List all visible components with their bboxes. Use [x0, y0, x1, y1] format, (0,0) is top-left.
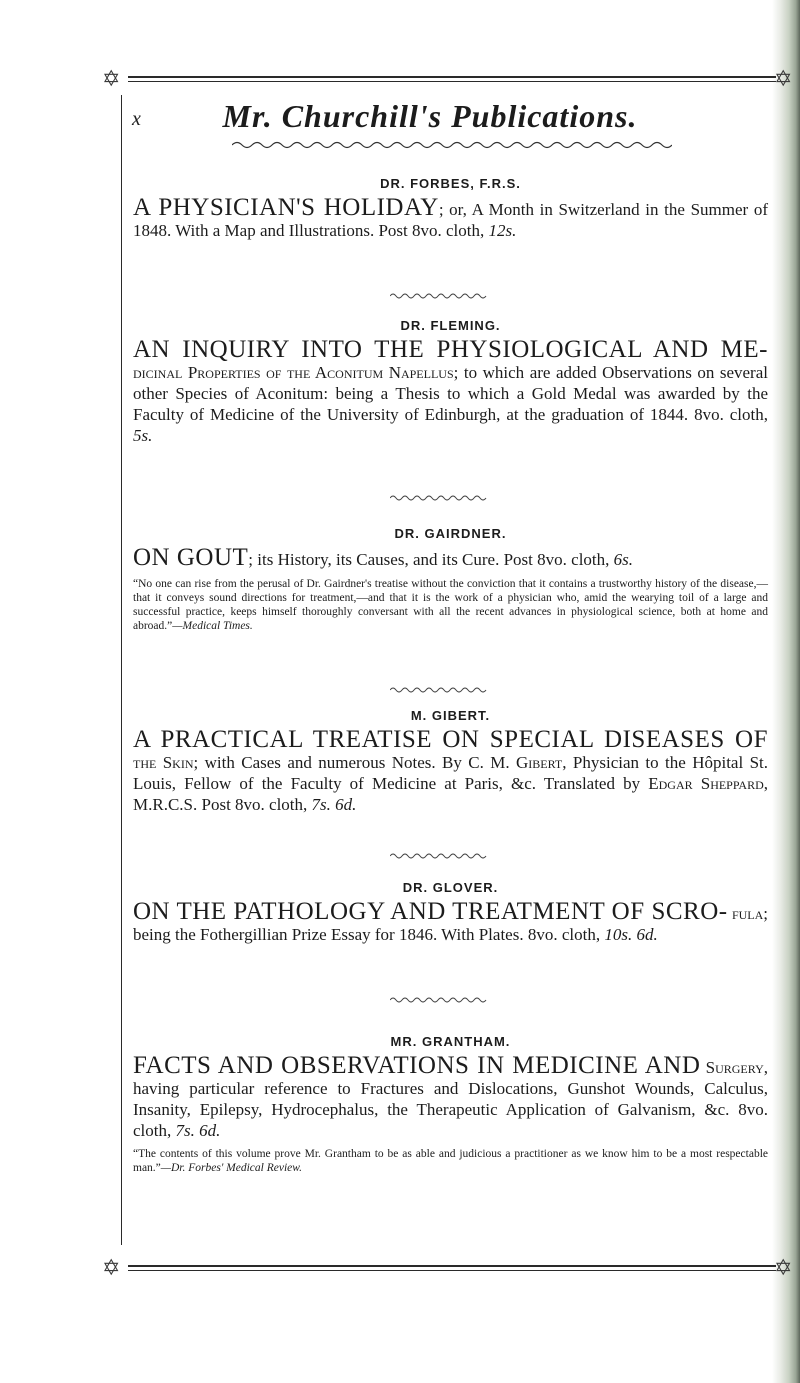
quote-text: “No one can rise from the perusal of Dr. Gairdner's treatise without the conviction that it contains a trustworthy history of the disease,—that it conveys sound directions for treatment,—and that it is the work of a physician who, amid the wearying toil of a large and successful practice, keeps himself thoroughly conversant with all the recent advances in physiological science, both at home and abroad.”	[133, 578, 768, 632]
entry-body-end: , M.R.C.S. Post 8vo. cloth,	[133, 774, 769, 814]
entry-author: DR. FORBES, F.R.S.	[380, 176, 521, 191]
entry-glover	[133, 880, 768, 945]
entry-title: A PHYSICIAN'S HOLIDAY	[133, 194, 439, 221]
entry-author: DR. GLOVER.	[402, 880, 499, 895]
entry-body: ; its History, its Causes, and its Cure. Post 8vo. cloth,	[248, 550, 610, 569]
ornament-bottom-left-icon: ✡	[102, 1255, 121, 1280]
ornament-top-right-icon: ✡	[774, 66, 793, 91]
entry-body: ; to which are added Observations on several other Species of Aconitum: being a Thesis to which a Gold Medal was awarded by the Faculty of Medicine of the University of Edinburgh, at the graduation of 1844. 8vo. cloth,	[133, 363, 768, 424]
top-rule	[128, 76, 776, 78]
entry-title-continued: the Skin	[133, 753, 194, 772]
separator-icon	[390, 494, 490, 502]
entry-price: 12s.	[488, 221, 517, 240]
entry-text	[133, 898, 769, 945]
entry-text	[133, 194, 769, 241]
entry-title: FACTS AND OBSERVATIONS IN MEDICINE AND	[133, 1052, 701, 1079]
entry-title: ON THE PATHOLOGY AND TREATMENT OF SCRO-	[133, 898, 728, 925]
entry-title-continued: Surgery	[705, 1058, 764, 1077]
entry-author: M. GIBERT.	[410, 708, 491, 723]
wavy-rule-icon	[232, 140, 672, 150]
entry-title-continued: dicinal Properties of the Aconitum Napellus	[133, 363, 454, 382]
translator-name: Edgar Sheppard	[648, 774, 764, 793]
entry-price: 5s.	[133, 426, 153, 445]
quote-text: “The contents of this volume prove Mr. Grantham to be as able and judicious a practitioner as we know him to be a most respectable man.”	[133, 1148, 768, 1174]
entry-price: 10s. 6d.	[604, 925, 658, 944]
bottom-rule	[128, 1265, 776, 1267]
entry-body-continued: , Physician to the Hôpital St. Louis, Fellow of the Faculty of Medicine at Paris, &c. Translated by	[133, 753, 769, 793]
entry-price: 7s. 6d.	[175, 1121, 221, 1140]
review-quote	[133, 1147, 768, 1175]
entry-fleming	[133, 318, 768, 446]
entry-author: DR. FLEMING.	[400, 318, 501, 333]
separator-icon	[390, 996, 490, 1004]
book-spine-shadow	[772, 0, 800, 1383]
entry-title-continued: fula	[731, 904, 764, 923]
entry-grantham	[133, 1034, 768, 1175]
separator-icon	[390, 686, 490, 694]
top-rule-thin	[128, 81, 776, 82]
ornament-bottom-right-icon: ✡	[774, 1255, 793, 1280]
review-quote	[133, 577, 768, 633]
entry-gairdner	[133, 526, 768, 633]
entry-forbes	[133, 176, 768, 241]
entry-body: ; being the Fothergillian Prize Essay for 1846. With Plates. 8vo. cloth,	[133, 904, 769, 944]
bottom-rule-thin	[128, 1270, 776, 1271]
entry-text	[133, 1052, 768, 1141]
entry-text	[133, 726, 769, 815]
separator-icon	[390, 852, 490, 860]
entry-author: MR. GRANTHAM.	[390, 1034, 511, 1049]
ornament-top-left-icon: ✡	[102, 66, 121, 91]
entry-title: ON GOUT	[133, 544, 249, 571]
left-rule	[121, 95, 122, 1245]
entry-title: AN INQUIRY INTO THE PHYSIOLOGICAL AND ME-	[133, 336, 768, 363]
entry-title: A PRACTICAL TREATISE ON SPECIAL DISEASES OF	[133, 726, 768, 753]
page-number: x	[132, 108, 141, 130]
entry-body: ; with Cases and numerous Notes. By C. M.	[193, 753, 510, 772]
entry-body: , having particular reference to Fractures and Dislocations, Gunshot Wounds, Calculus, Insanity, Epilepsy, Hydrocephalus, the Therapeutic Application of Galvanism, &c. 8vo. cloth,	[133, 1058, 768, 1140]
author-name: Gibert	[516, 753, 563, 772]
entry-body: ; or, A Month in Switzerland in the Summer of 1848. With a Map and Illustrations. Post 8vo. cloth,	[133, 200, 769, 240]
quote-source: —Medical Times.	[172, 620, 253, 632]
entry-price: 7s. 6d.	[311, 795, 357, 814]
entry-price: 6s.	[613, 550, 634, 569]
entry-author: DR. GAIRDNER.	[394, 526, 507, 541]
entry-text	[133, 544, 768, 571]
entry-text	[133, 336, 768, 446]
running-head: Mr. Churchill's Publications.	[222, 98, 638, 134]
entry-gibert	[133, 708, 768, 815]
separator-icon	[390, 292, 490, 300]
quote-source: —Dr. Forbes' Medical Review.	[160, 1162, 302, 1174]
